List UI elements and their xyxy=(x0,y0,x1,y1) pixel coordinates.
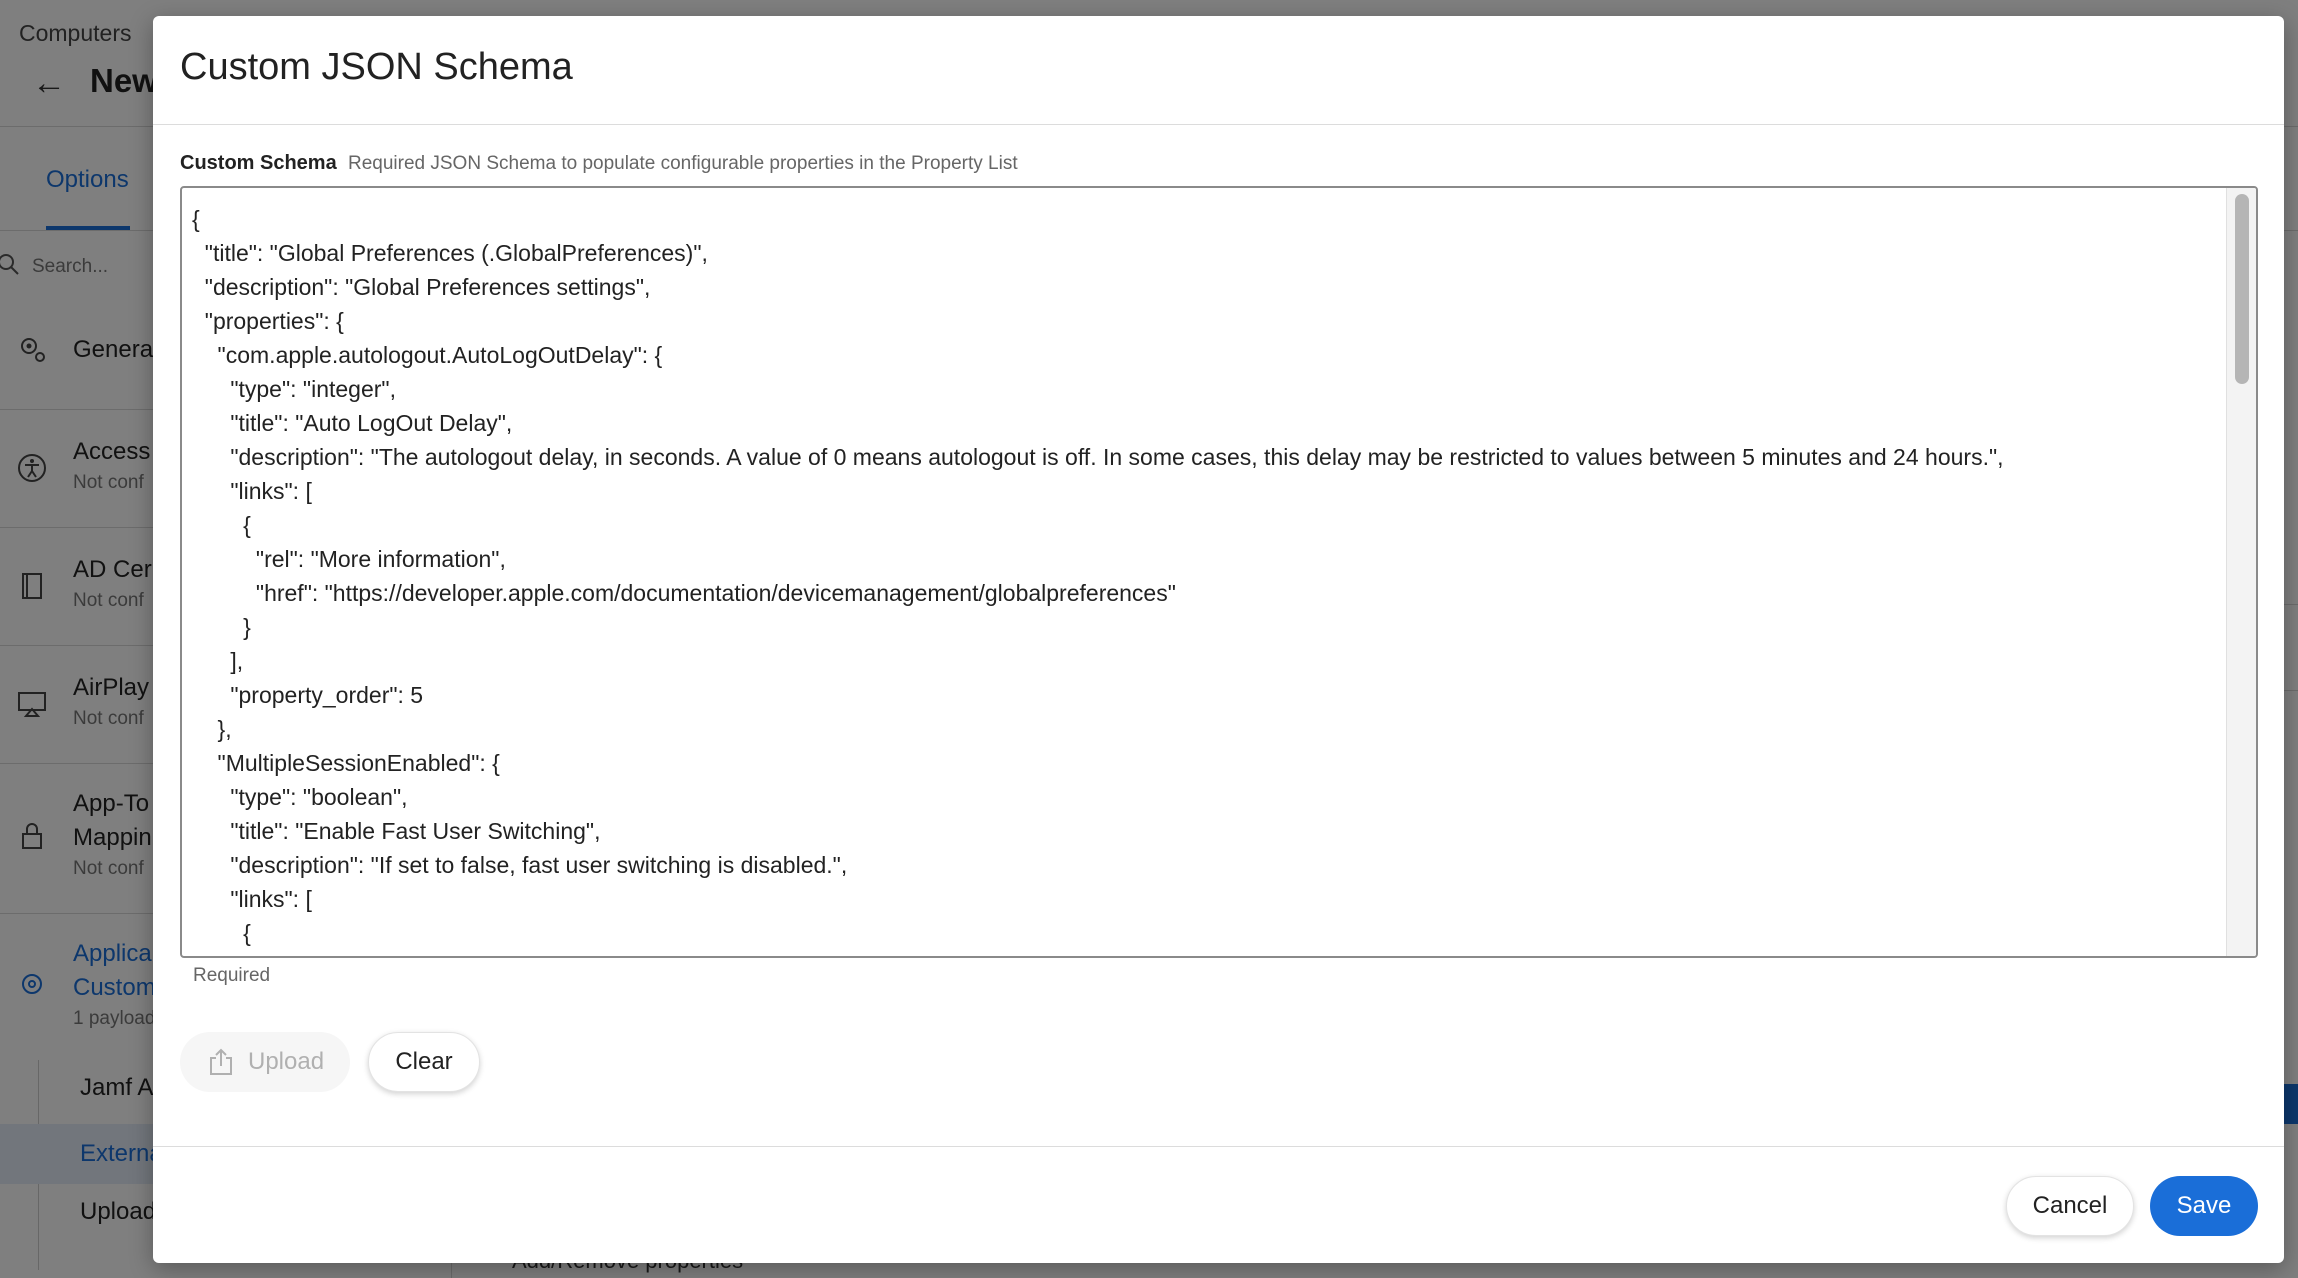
custom-schema-label: Custom Schema xyxy=(180,152,337,174)
custom-schema-help-text: Required JSON Schema to populate configurable properties in the Property List xyxy=(348,153,1018,174)
save-button[interactable]: Save xyxy=(2150,1176,2258,1236)
dialog-footer-divider xyxy=(153,1146,2284,1147)
custom-json-schema-dialog xyxy=(153,16,2284,1263)
required-note: Required xyxy=(193,965,271,986)
upload-button-label: Upload xyxy=(248,1048,325,1075)
schema-text: { "title": "Global Preferences (.GlobalPreferences)", "description": "Global Preferences settings", "properties": { "com.apple.autologout.AutoLogOutDelay": { "type": "integer", "title": "Auto LogOut Delay", "description": "The autologout delay, in seconds. A value of 0 means autologout is off. In some cases, this delay may be restricted to values between 5 minutes and 24 hours.", "links": [ { "rel": "More information", "href": "https://developer.apple.com/documentation/devicemanagement/globalpreferences" } ], "property_order": 5 }, "MultipleSessionEnabled": { "type": "boolean", "title": "Enable Fast User Switching", "description": "If set to false, fast user switching is disabled.", "links": [ { xyxy=(192,206,2004,946)
scrollbar-thumb[interactable] xyxy=(2235,194,2249,384)
clear-button[interactable]: Clear xyxy=(368,1032,480,1092)
cancel-button[interactable]: Cancel xyxy=(2006,1176,2134,1236)
upload-button[interactable] xyxy=(180,1032,350,1092)
dialog-header-divider xyxy=(153,124,2284,125)
schema-textarea[interactable] xyxy=(180,186,2258,958)
dialog-title: Custom JSON Schema xyxy=(180,46,573,88)
share-upload-icon xyxy=(208,1048,234,1076)
schema-scrollbar[interactable] xyxy=(2226,188,2256,956)
